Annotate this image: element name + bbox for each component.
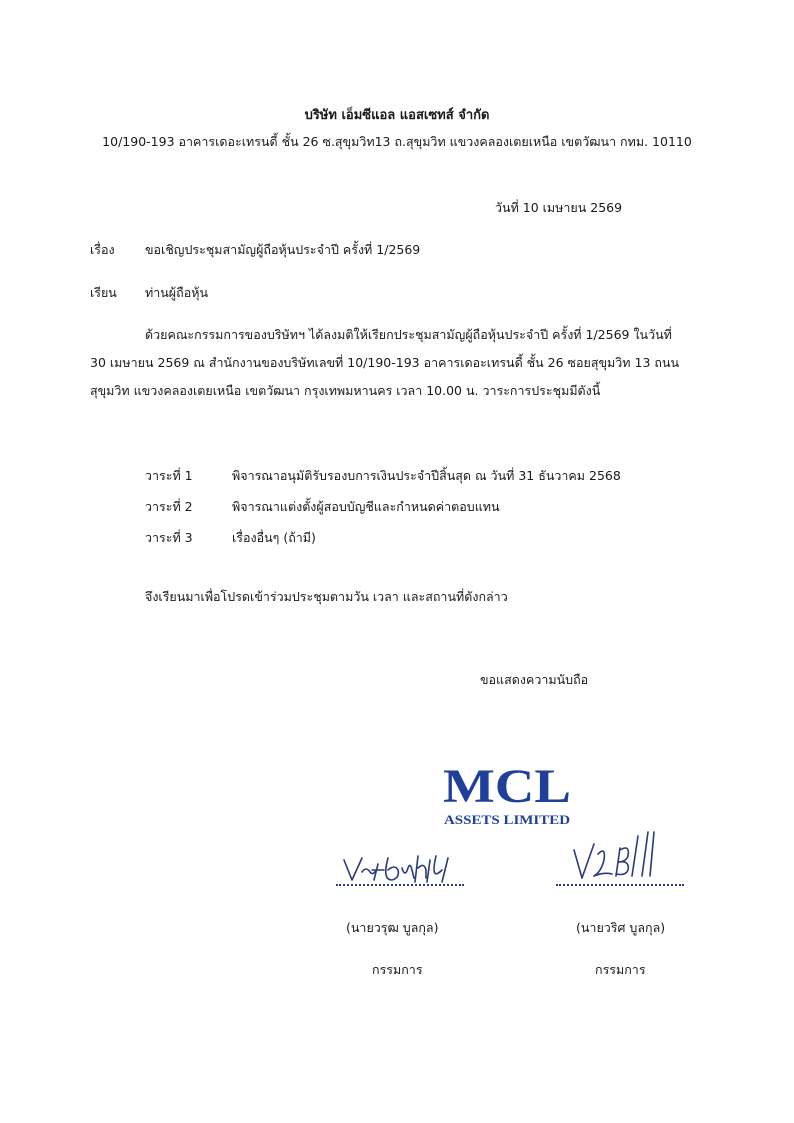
- agenda-item-text: พิจารณาแต่งตั้งผู้สอบบัญชีและกำหนดค่าตอบแทน: [232, 499, 500, 514]
- closing-regards: ขอแสดงความนับถือ: [480, 672, 589, 687]
- agenda-item-number: วาระที่ 3: [145, 530, 193, 545]
- logo-sub-text: ASSETS LIMITED: [444, 813, 570, 827]
- signatory-title-left: กรรมการ: [372, 962, 423, 977]
- logo-main-text: MCL: [443, 760, 571, 813]
- body-paragraph-line: สุขุมวิท แขวงคลองเตยเหนือ เขตวัฒนา กรุงเทพมหานคร เวลา 10.00 น. วาระการประชุมมีดังนี้: [90, 383, 601, 398]
- signatory-name-right: (นายวริศ บูลกุล): [576, 920, 666, 935]
- agenda-item-text: เรื่องอื่นๆ (ถ้ามี): [232, 530, 316, 545]
- handwritten-signature-right: [568, 828, 668, 884]
- subject-text: ขอเชิญประชุมสามัญผู้ถือหุ้นประจำปี ครั้งที่ 1/2569: [145, 242, 421, 257]
- signature-line-right: [556, 884, 684, 886]
- agenda-item-number: วาระที่ 2: [145, 499, 193, 514]
- signatory-title-right: กรรมการ: [595, 962, 646, 977]
- salutation-text: ท่านผู้ถือหุ้น: [145, 285, 208, 300]
- salutation-label: เรียน: [90, 285, 117, 300]
- signature-line-left: [336, 884, 464, 886]
- mcl-assets-logo: [437, 760, 577, 830]
- agenda-item-number: วาระที่ 1: [145, 468, 193, 483]
- letter-date: วันที่ 10 เมษายน 2569: [495, 200, 623, 215]
- body-paragraph-line: 30 เมษายน 2569 ณ สำนักงานของบริษัทเลขที่ 10/190-193 อาคารเดอะเทรนดี้ ชั้น 26 ซอยสุขุมวิท 13 ถนน: [90, 355, 680, 370]
- company-address: 10/190-193 อาคารเดอะเทรนดี้ ชั้น 26 ซ.สุขุมวิท13 ถ.สุขุมวิท แขวงคลองเตยเหนือ เขตวัฒนา กทม. 10110: [102, 134, 692, 149]
- signatory-name-left: (นายวรุฒ บูลกุล): [346, 920, 439, 935]
- subject-label: เรื่อง: [90, 242, 115, 257]
- company-name: บริษัท เอ็มซีแอล แอสเซทส์ จำกัด: [304, 108, 490, 123]
- closing-invitation: จึงเรียนมาเพื่อโปรดเข้าร่วมประชุมตามวัน เวลา และสถานที่ดังกล่าว: [145, 589, 508, 604]
- body-paragraph-line: ด้วยคณะกรรมการของบริษัทฯ ได้ลงมติให้เรียกประชุมสามัญผู้ถือหุ้นประจำปี ครั้งที่ 1/2569 ในวันที่: [145, 327, 672, 342]
- agenda-item-text: พิจารณาอนุมัติรับรองบการเงินประจำปีสิ้นสุด ณ วันที่ 31 ธันวาคม 2568: [232, 468, 621, 483]
